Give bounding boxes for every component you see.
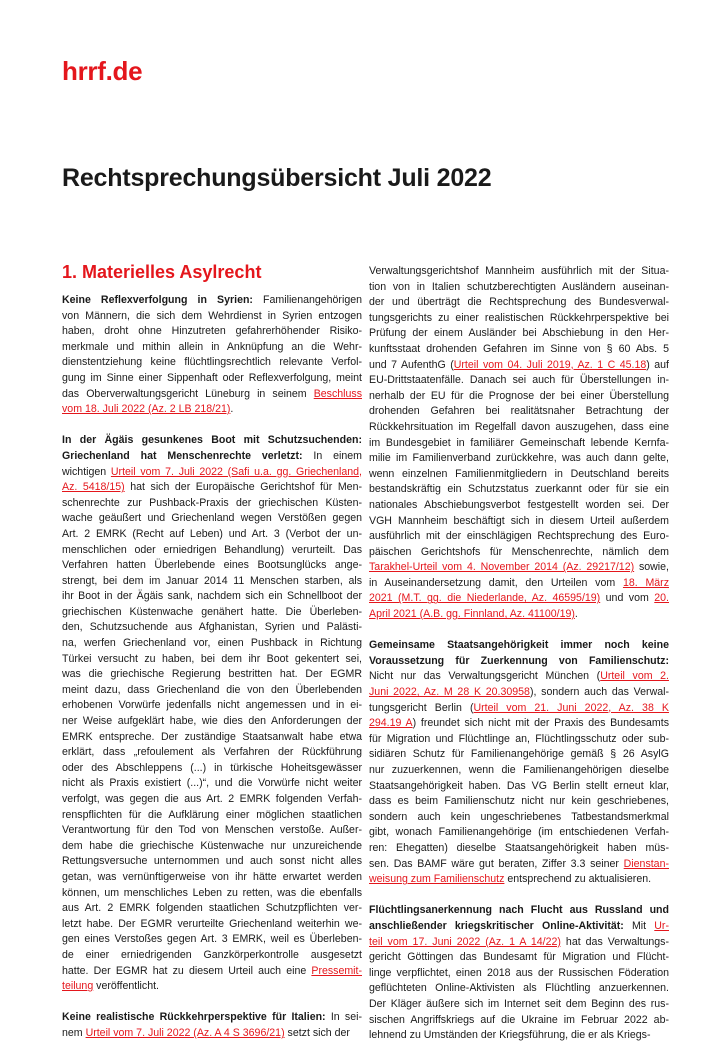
body-text: erhobenen Vorwürfe jedenfalls nicht angemessen und in ei- [62,699,362,712]
text-line [369,779,669,795]
text-line [369,389,669,405]
text-line [62,324,362,340]
body-text: ausführlich mit der einschlägigen Rechtsprechung des Euro- [369,530,669,543]
body-text: Art. 2 EMRK (Recht auf Leben) und Art. 3 (Verbot der un- [62,527,362,540]
body-text: dem habe die griechische Küstenwache nur unzureichende [62,839,362,852]
text-line [62,293,362,309]
body-text: wache geäußert und Griechenland wegen Verstößen gegen [62,512,362,525]
bold-lead-text: Voraussetzung für Zuerkennung von Familienschutz: [369,654,669,667]
reference-link[interactable]: Az. 5418/15) [62,481,125,494]
reference-link[interactable]: Dienstan- [623,857,669,870]
reference-link[interactable]: Urteil vom 2. [600,670,669,683]
text-line [62,948,362,964]
right-column [369,264,669,1044]
text-line [62,449,362,465]
body-text: das Oberverwaltungsgericht Lüneburg in seinem [62,387,314,400]
text-line [369,420,669,436]
reference-link[interactable]: 18. März [622,576,669,589]
body-text: sondern auch kein ungeschriebenes Tatbestandsmerkmal [369,810,669,823]
bold-lead-text: Keine Reflexverfolgung in Syrien: [62,294,253,306]
text-line [369,872,669,888]
paragraph-gap [62,995,362,1011]
body-text: Familienangehörigen [252,294,362,306]
text-line [62,558,362,574]
text-line [369,451,669,467]
body-text: milie im Familienverband zurückkehre, was auch dann gelte, [369,452,669,465]
text-line [62,574,362,590]
body-text: geflüchteten Online-Aktivisten als Flüchtling anzuerkennen. [369,982,669,995]
text-line [62,979,362,995]
text-line [62,496,362,512]
paragraph-gap [369,888,669,904]
body-text: Verfahren hatten Überlebende eines Bootsunglücks ange- [62,559,362,572]
body-text: ihr Boot in der Ägäis sank, nachdem sich ein Schnellboot der [62,590,362,603]
text-line [62,714,362,730]
body-text: Verantwortung für den Tod von Menschen verstoße. Außer- [62,824,362,837]
body-text: den, Schutzsuchende aus Afghanistan, Syrien und Palästi- [62,621,362,634]
text-line [369,935,669,951]
body-text: tungsgericht Berlin ( [369,701,474,714]
bold-lead-text: Griechenland hat Menschenrechte verletzt: [62,449,303,462]
body-text: schenrechte zur Pushback-Praxis der griechischen Küsten- [62,496,362,509]
text-line [369,638,669,654]
body-text: nur zuzuerkennen, wenn die Familienangehörigen dieselbe [369,764,669,776]
body-text: letzt habe. Der EGMR verurteilte Griechenland weiterhin we- [62,917,362,930]
body-text: für Migration und Flüchtlinge an, Flüchtlingsschutz oder sub- [369,732,669,745]
body-text: nerhalb der EU für die Prognose der bei einer Überstellung [369,389,669,402]
body-text: sen. Das BAMF wäre gut beraten, Ziffer 3.3 seiner [369,857,624,870]
text-line [369,482,669,498]
bold-lead-text: In der Ägäis gesunkenes Boot mit Schutzsuchenden: [62,434,362,447]
reference-link[interactable]: vom 18. Juli 2022 (Az. 2 LB 218/21) [62,403,231,416]
text-line [62,792,362,808]
body-text: gen eines Verstoßes gegen Art. 3 EMRK, weil es Überleben- [62,933,362,946]
text-line [369,919,669,935]
body-text: getan, was vernünftigerweise von ihr hätte erwartet werden [62,870,362,883]
text-line [62,901,362,917]
text-line [62,667,362,683]
body-text: VGH Mannheim beschäftigt sich in diesem Urteil außerdem [369,514,669,527]
reference-link[interactable]: Urteil vom 04. Juli 2019, Az. 1 C 45.18 [453,358,647,371]
body-text: de einer erniedrigenden Ganzkörperkontrolle ausgesetzt [62,948,362,961]
text-line [62,776,362,792]
body-text: EU-Drittstaatenfälle. Danach sei auch für Überstellungen in- [369,374,669,387]
text-line [369,857,669,873]
body-text: griechischen Küstenwache genähert hatte. Die Überleben- [62,605,362,618]
section-heading: 1. Materielles Asylrecht [62,262,262,282]
text-line [369,326,669,342]
body-text: lehnend zu Umständen der Kriegsführung, die er als Kriegs- [369,1029,651,1042]
text-line [369,498,669,514]
body-text: drohenden Gefahren bei realitätsnaher Betrachtung der [369,405,669,418]
text-line [369,311,669,327]
body-text: dienstentziehung keine flüchtlingsrechtlich relevante Verfol- [62,356,362,369]
body-text: In sei- [325,1011,362,1024]
body-text: Nicht nur das Verwaltungsgericht München ( [369,670,601,683]
bold-lead-text: Keine realistische Rückkehrperspektive für Italien: [62,1011,326,1024]
body-text: im Bundesgebiet in familiärer Gemeinschaft lebende Kernfa- [369,436,669,449]
text-line [62,371,362,387]
text-line [62,839,362,855]
body-text: ner Weise aufgeklärt habe, wie dies den Anforderungen der [62,715,362,728]
text-line [369,950,669,966]
reference-link[interactable]: Beschluss [313,387,362,400]
body-text: ), sondern auch das Verwal- [529,686,670,699]
body-text: gung im Sinne einer Sippenhaft oder Reflexverfolgung, meint [62,371,362,384]
body-text: päischen Gerichtshofs für Menschenrechte, nämlich dem [369,545,669,558]
text-line [369,591,669,607]
body-text: hat das Verwaltungs- [560,935,669,948]
body-text: haben, droht ohne Hinzutreten gefahrerhöhender Risiko- [62,325,362,338]
text-line [369,716,669,732]
body-text: wichtigen [62,465,111,478]
body-text: verfolgt, was gegen die aus Art. 2 EMRK folgenden Verfah- [62,793,362,805]
text-line [62,870,362,886]
text-line [369,997,669,1013]
site-logo: hrrf.de [62,56,143,86]
text-line [62,511,362,527]
body-text: In einem [302,449,362,462]
body-text: Der Kläger äußere sich im Internet seit dem Beginn des rus- [369,997,669,1010]
text-line [369,342,669,358]
reference-link[interactable]: Tarakhel-Urteil vom 4. November 2014 (Az. 29217/12) [369,561,635,574]
body-text: ren: Ehegatten) dieselbe Staatsangehörigkeit haben müs- [369,841,669,854]
body-text: merkmale und mithin allein in Anknüpfung an die Wehr- [62,340,362,353]
text-line [62,808,362,824]
text-line [62,402,362,418]
body-text: setzt sich der [284,1026,350,1039]
text-line [62,964,362,980]
text-line [369,514,669,530]
body-text: nem [62,1026,86,1039]
body-text: sischen Angriffskriegs auf die Ukraine im Februar 2022 ab- [369,1013,669,1026]
text-line [62,433,362,449]
body-text: . [230,403,234,416]
text-line [62,355,362,371]
body-text: was die griechische Regierung bestritten hat. Der EGMR [62,668,362,681]
text-line [369,810,669,826]
body-text: Staatsangehörigkeit haben. Das VG Berlin stellt erneut klar, [369,779,669,792]
body-text: in Auseinandersetzung damit, den Urteilen vom [369,576,623,589]
body-text: hatte. Der EGMR hat zu diesem Urteil auch eine [62,964,312,977]
paragraph-gap [369,623,669,639]
left-column [62,293,362,1042]
reference-link[interactable]: teil vom 17. Juni 2022 (Az. 1 A 14/22) [369,935,561,948]
text-line [369,1028,669,1044]
body-text: tion von in Italien schutzberechtigten Ausländern auseinan- [369,280,669,293]
text-line [369,280,669,296]
text-line [369,545,669,561]
text-line [62,917,362,933]
text-line [62,309,362,325]
body-text: der und überträgt die Rechtsprechung des Bundesverwal- [369,296,669,309]
body-text: und 7 AufenthG ( [369,358,454,371]
bold-lead-text: Flüchtlingsanerkennung nach Flucht aus Russland und [369,904,669,917]
text-line [369,669,669,685]
body-text: ) auf [646,358,670,371]
body-text: können, um menschliches Leben zu retten, was die ebenfalls [62,886,362,899]
reference-link[interactable]: Urteil vom 7. Juli 2022 (Az. A 4 S 3696/21) [85,1026,285,1039]
body-text: dass es beim Familienschutz nicht nur kein geschriebenes, [369,795,669,808]
text-line [369,654,669,670]
text-line [369,903,669,919]
body-text: menschlichen oder erniedrigen Behandlung) verurteilt. Das [62,543,362,556]
text-line [369,841,669,857]
body-text: Rettungsversuche unternommen und auch sonst nicht alles [62,855,362,868]
text-line [369,264,669,280]
text-line [62,527,362,543]
reference-link[interactable]: Pressemit- [311,964,362,977]
text-line [369,529,669,545]
body-text: sowie, [634,561,669,574]
body-text: ) freundet sich nicht mit der Praxis des Bundesamts [412,717,669,730]
text-line [62,1026,362,1042]
text-line [369,576,669,592]
text-line [62,745,362,761]
bold-lead-text: Gemeinsame Staatsangehörigkeit immer noch keine [369,639,669,652]
body-text: oder des Abschleppens (...) in türkische Hoheitsgewässer [62,761,362,774]
text-line [62,589,362,605]
body-text: aus Art. 2 EMRK folgenden staatlichen Schutzpflichten ver- [62,902,362,915]
text-line [369,701,669,717]
text-line [369,747,669,763]
text-line [369,794,669,810]
reference-link[interactable]: Juni 2022, Az. M 28 K 20.30958 [369,686,530,699]
body-text: sidiären Schutz für Familienangehörige gemäß § 26 AsylG [369,748,669,761]
text-line [62,605,362,621]
text-line [369,404,669,420]
body-text: renspflichten für die Aufklärung einer möglichen staatlichen [62,808,362,821]
body-text: kunftsstaat drohenden Gefahren im Sinne von § 60 Abs. 5 [369,342,669,355]
reference-link[interactable]: weisung zum Familienschutz [369,873,505,886]
body-text: nationales Abschiebungsverbot festgestellt worden sei. Der [369,498,669,511]
reference-link[interactable]: 2021 (M.T. gg. die Niederlande, Az. 46595/19) [369,592,601,605]
text-line [369,763,669,779]
text-line [369,295,669,311]
text-line [369,1013,669,1029]
reference-link[interactable]: April 2021 (A.B. gg. Finnland, Az. 41100/19) [369,608,575,621]
reference-link[interactable]: Urteil vom 7. Juli 2022 (Safi u.a. gg. Griechenland, [110,465,362,478]
body-text: Rückkehrsituation im Regelfall davon auszugehen, dass eine [369,420,669,433]
body-text: wenn einzelnen Familienmitgliedern in Deutschland bereits [369,467,669,480]
text-line [369,966,669,982]
text-line [369,685,669,701]
text-line [369,732,669,748]
body-text: na, werfen Griechenland vor, einen Pushback in Richtung [62,637,362,650]
text-line [369,981,669,997]
text-line [62,340,362,356]
body-text: gericht Göttingen das Bundesamt für Migration und Flücht- [369,951,669,964]
body-text: . [574,608,578,621]
body-text: hat sich der Europäische Gerichtshof für Men- [124,481,362,494]
body-text: tungsgerichts zu einer realistischen Rückkehrperspektive bei [369,311,669,324]
text-line [62,683,362,699]
text-line [62,886,362,902]
text-line [62,543,362,559]
text-line [62,387,362,403]
body-text: gibt, wonach Familienangehörige (im entschiedenen Verfah- [369,826,669,839]
text-line [62,652,362,668]
body-text: EMRK entspreche. Der zuständige Staatsanwalt habe etwa [62,730,362,743]
reference-link[interactable]: 294.19 A [369,717,413,730]
body-text: Türkei versucht zu haben, bei dem ihr Boot gekentert sei, [62,652,362,665]
body-text: und vom [600,592,655,605]
body-text: Verwaltungsgerichtshof Mannheim ausführlich mit der Situa- [369,265,669,277]
body-text: entsprechend zu aktualisieren. [504,873,652,886]
text-line [62,480,362,496]
reference-link[interactable]: teilung [62,980,94,993]
text-line [369,467,669,483]
text-line [62,854,362,870]
reference-link[interactable]: Urteil vom 21. Juni 2022, Az. 38 K [473,701,669,714]
text-line [62,620,362,636]
text-line [369,358,669,374]
body-text: linge verpflichtet, einen 2018 aus der Russischen Föderation [369,966,669,979]
body-text: strengt, bei dem im Januar 2014 11 Menschen starben, als [62,574,362,587]
body-text: Prüfung der einem Ausländer bei Abschiebung in den Her- [369,327,669,340]
body-text: veröffentlicht. [93,980,159,993]
paragraph-gap [62,418,362,434]
text-line [369,436,669,452]
text-line [369,560,669,576]
text-line [62,636,362,652]
body-text: meint dazu, dass Griechenland die von den Überlebenden [62,683,362,696]
body-text: nicht als Praxis existiert (...)“, und die Vorwürfe nicht weiter [62,777,362,790]
text-line [62,730,362,746]
body-text: bestandskräftig ein Schutzstatus zuerkannt oder für sie ein [369,483,669,496]
text-line [62,698,362,714]
text-line [62,932,362,948]
body-text: von Männern, die sich dem Wehrdienst in Syrien entzogen [62,309,362,322]
reference-link[interactable]: 20. [654,592,669,605]
body-text: erklärt, dass „refoulement als Verfahren der Rückführung [62,746,362,759]
body-text: Mit [623,919,655,932]
reference-link[interactable]: Ur- [654,919,669,932]
text-line [62,761,362,777]
page-title: Rechtsprechungsübersicht Juli 2022 [62,164,492,192]
text-line [369,825,669,841]
text-line [62,823,362,839]
text-line [369,607,669,623]
text-line [62,465,362,481]
text-line [369,373,669,389]
bold-lead-text: anschließender kriegskritischer Online-Aktivität: [369,919,624,932]
